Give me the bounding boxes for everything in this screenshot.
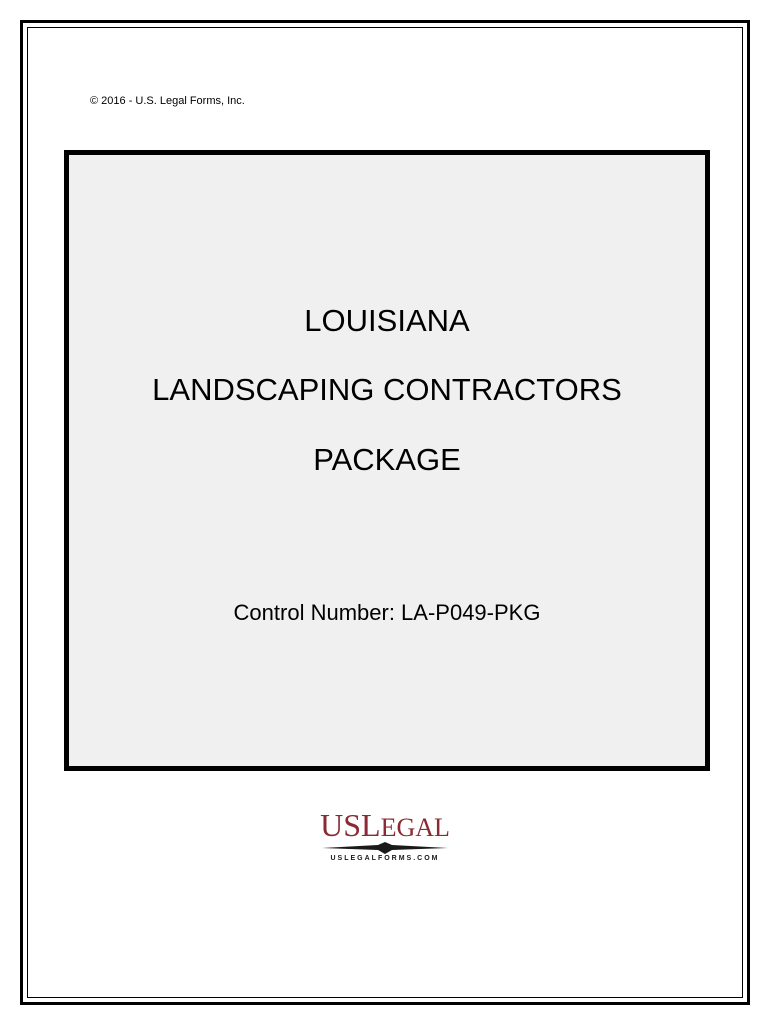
logo-wordmark-us: US [320, 807, 362, 843]
logo-wordmark-rest: EGAL [380, 813, 450, 842]
document-title: LANDSCAPING CONTRACTORS [152, 372, 622, 407]
logo-wordmark-l: L [361, 807, 381, 843]
package-label: PACKAGE [313, 442, 461, 477]
state-heading: LOUISIANA [304, 303, 470, 338]
eagle-emblem-icon [320, 842, 450, 854]
control-number: Control Number: LA-P049-PKG [233, 600, 541, 625]
logo-url: USLEGALFORMS.COM [330, 855, 440, 862]
uslegal-logo [305, 808, 465, 868]
copyright-notice: © 2016 - U.S. Legal Forms, Inc. [90, 95, 245, 107]
cover-title-box [64, 150, 710, 771]
logo-wordmark [305, 808, 465, 845]
